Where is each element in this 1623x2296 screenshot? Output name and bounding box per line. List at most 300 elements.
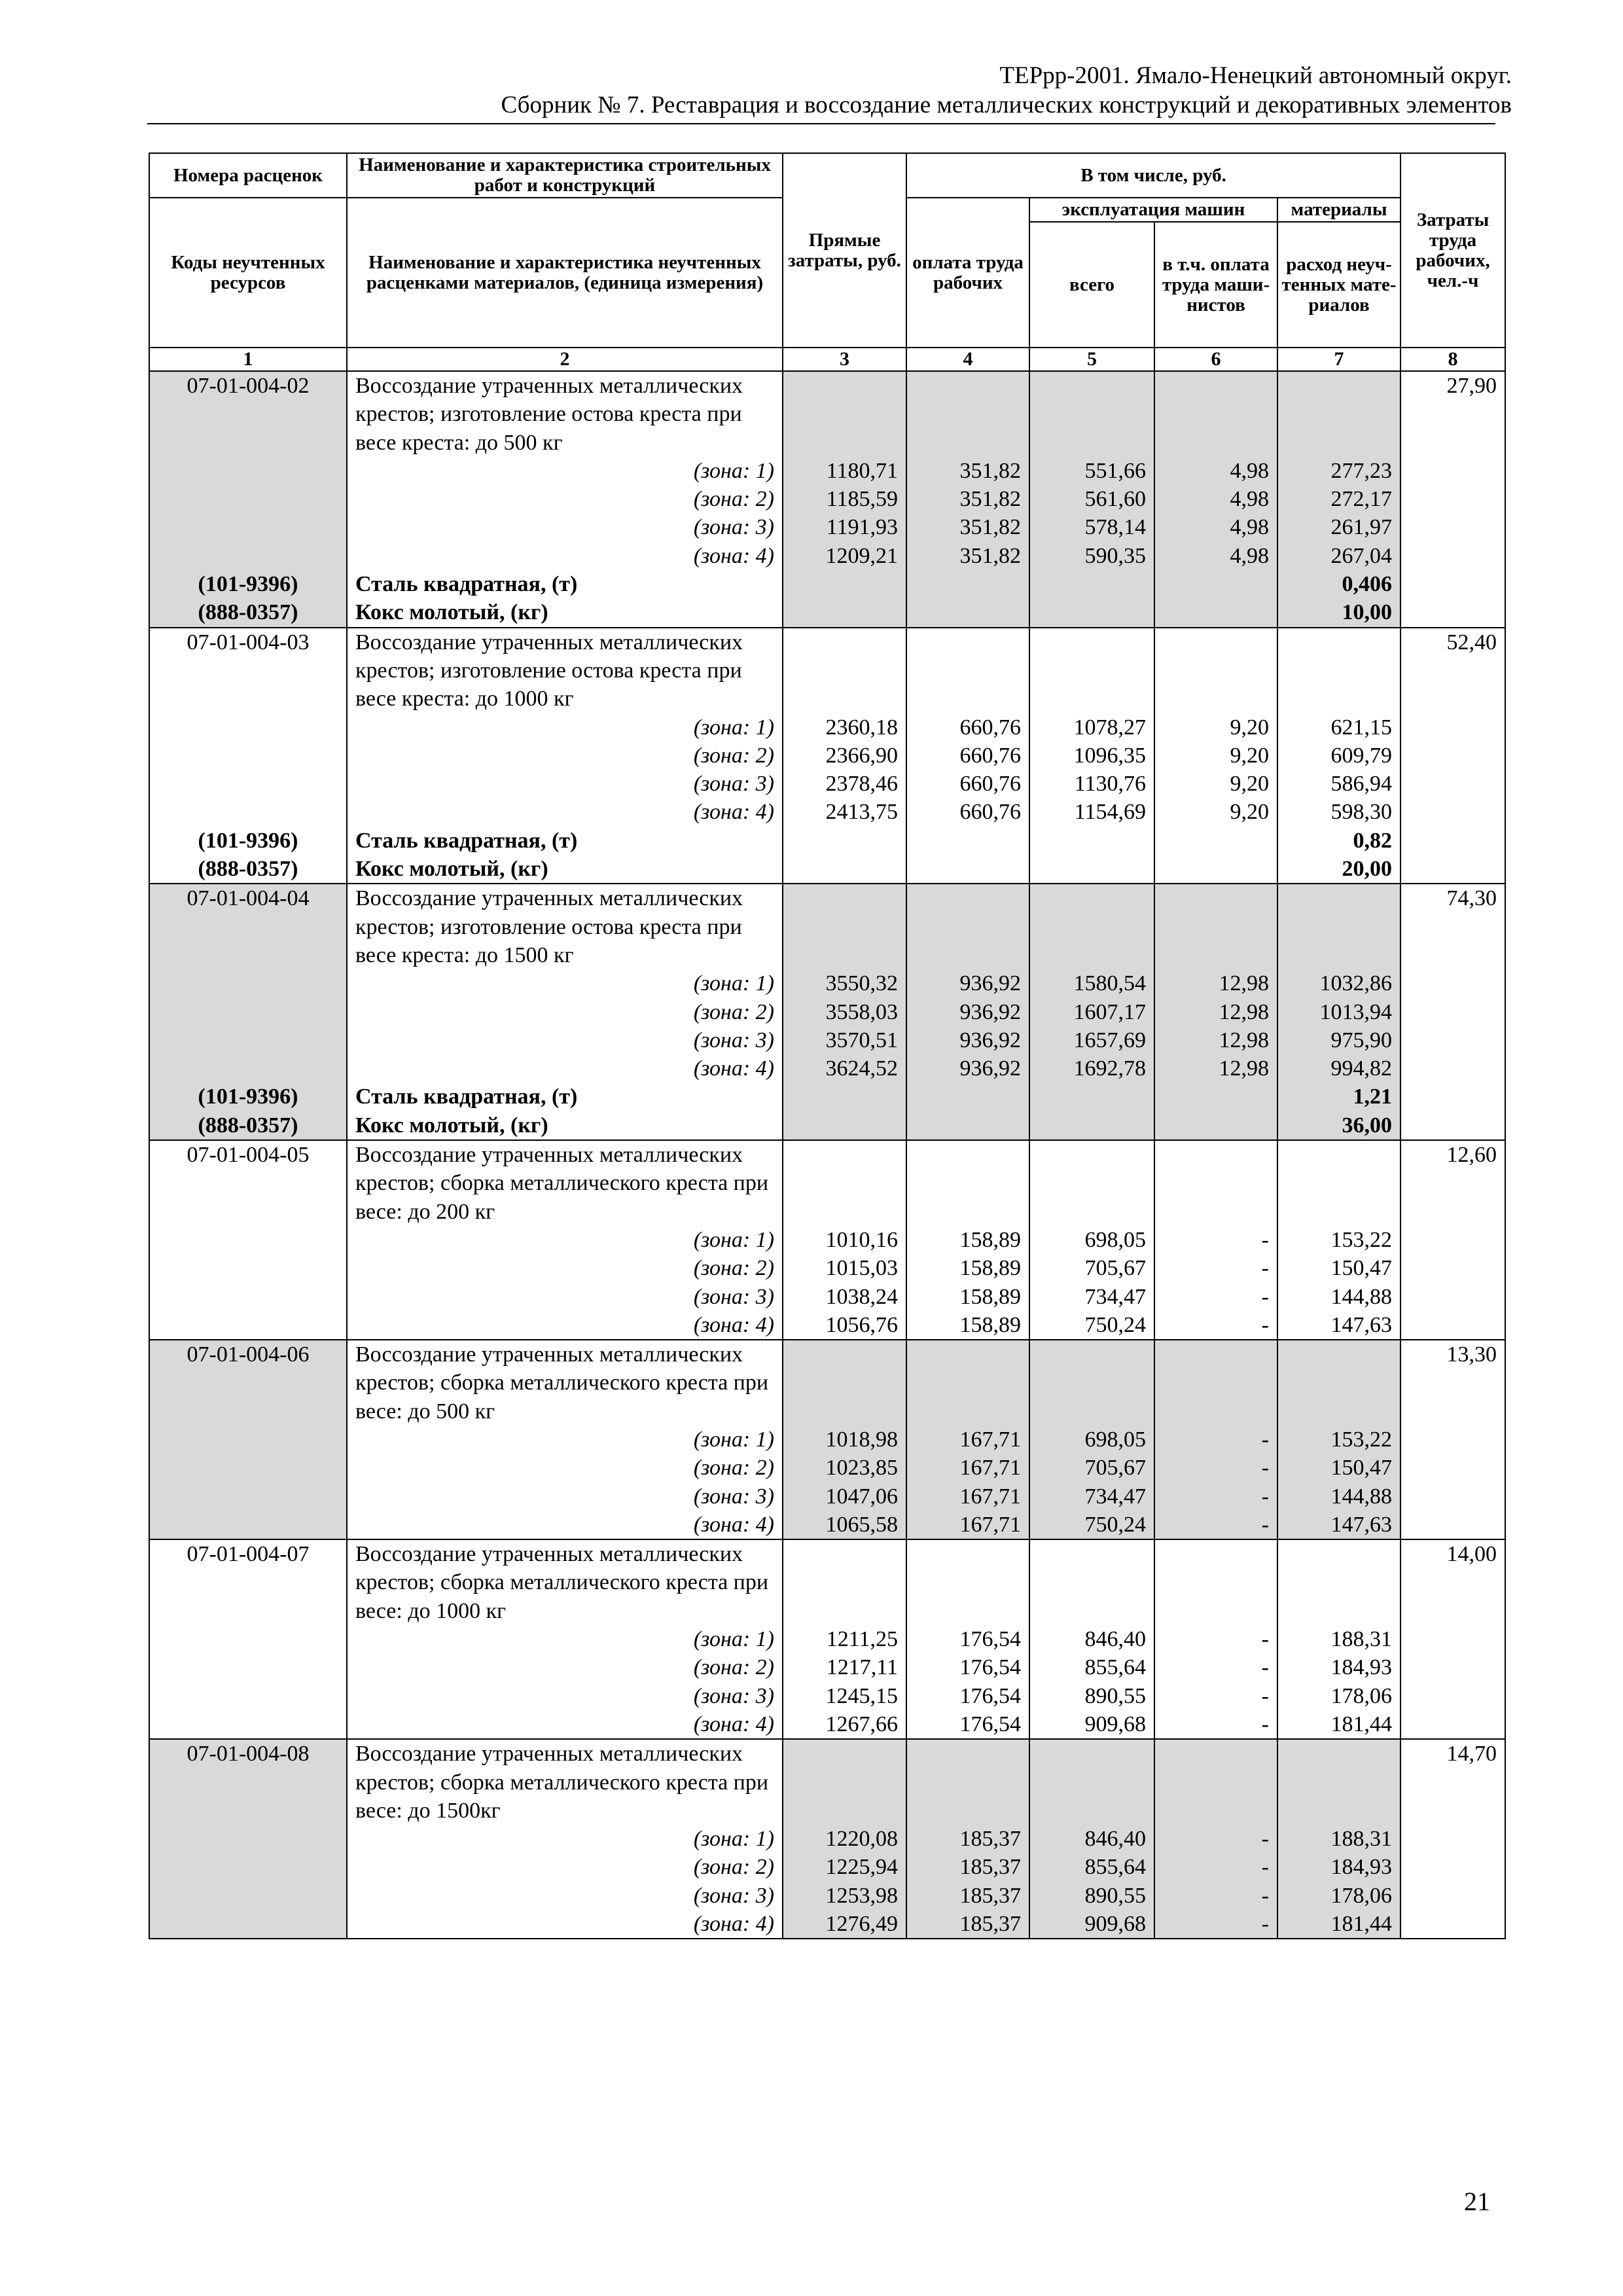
rate-group — [149, 1539, 1505, 1739]
empty-cell — [149, 1825, 347, 1853]
empty-cell — [1029, 1739, 1154, 1825]
empty-cell — [906, 827, 1029, 855]
machinist-wages: - — [1154, 1910, 1277, 1939]
empty-cell — [783, 570, 906, 598]
zone-row — [149, 542, 1505, 570]
rate-title: Воссоздание утраченных металлических крестов; сборка металлического креста при весе: до 1500кг — [347, 1739, 783, 1825]
empty-cell — [149, 457, 347, 485]
empty-cell — [1277, 371, 1400, 457]
direct-costs: 1217,11 — [783, 1653, 906, 1681]
worker-wages: 185,37 — [906, 1853, 1029, 1881]
machines-total: 698,05 — [1029, 1226, 1154, 1254]
materials-cost: 975,90 — [1277, 1026, 1400, 1054]
zone-row — [149, 1426, 1505, 1454]
machinist-wages: - — [1154, 1454, 1277, 1482]
zone-label: (зона: 2) — [347, 485, 783, 513]
empty-cell — [1400, 1283, 1505, 1311]
zone-label: (зона: 2) — [347, 1254, 783, 1282]
empty-cell — [1400, 598, 1505, 627]
machines-total: 705,67 — [1029, 1254, 1154, 1282]
materials-cost: 277,23 — [1277, 457, 1400, 485]
worker-wages: 158,89 — [906, 1254, 1029, 1282]
labor-costs: 74,30 — [1400, 884, 1505, 969]
zone-label: (зона: 1) — [347, 1825, 783, 1853]
rate-code: 07-01-004-06 — [149, 1340, 347, 1426]
empty-cell — [1277, 1739, 1400, 1825]
empty-cell — [1029, 827, 1154, 855]
rate-group — [149, 1340, 1505, 1539]
empty-cell — [1154, 570, 1277, 598]
machinist-wages: - — [1154, 1710, 1277, 1739]
zone-label: (зона: 3) — [347, 770, 783, 798]
empty-cell — [149, 1426, 347, 1454]
labor-costs: 52,40 — [1400, 628, 1505, 713]
machinist-wages: 12,98 — [1154, 1026, 1277, 1054]
zone-label: (зона: 4) — [347, 1511, 783, 1539]
material-row — [149, 1083, 1505, 1111]
direct-costs: 1211,25 — [783, 1625, 906, 1653]
column-number: 8 — [1400, 348, 1505, 371]
machinist-wages: - — [1154, 1653, 1277, 1681]
zone-label: (зона: 2) — [347, 998, 783, 1026]
empty-cell — [1400, 1853, 1505, 1881]
empty-cell — [906, 1111, 1029, 1140]
empty-cell — [1154, 598, 1277, 627]
empty-cell — [906, 1340, 1029, 1426]
materials-cost: 609,79 — [1277, 742, 1400, 770]
empty-cell — [1400, 713, 1505, 742]
rate-code: 07-01-004-07 — [149, 1539, 347, 1625]
column-number: 6 — [1154, 348, 1277, 371]
direct-costs: 1191,93 — [783, 513, 906, 541]
worker-wages: 185,37 — [906, 1910, 1029, 1939]
worker-wages: 167,71 — [906, 1482, 1029, 1511]
materials-cost: 261,97 — [1277, 513, 1400, 541]
materials-cost: 178,06 — [1277, 1682, 1400, 1710]
rate-title: Воссоздание утраченных металлических крестов; изготовление остова креста при весе креста: до 1500 кг — [347, 884, 783, 969]
materials-cost: 147,63 — [1277, 1511, 1400, 1539]
machinist-wages: - — [1154, 1226, 1277, 1254]
worker-wages: 351,82 — [906, 542, 1029, 570]
machinist-wages: - — [1154, 1825, 1277, 1853]
machinist-wages: 4,98 — [1154, 457, 1277, 485]
zone-label: (зона: 1) — [347, 1226, 783, 1254]
direct-costs: 1225,94 — [783, 1853, 906, 1881]
zone-row — [149, 1653, 1505, 1681]
materials-cost: 181,44 — [1277, 1710, 1400, 1739]
material-name: Кокс молотый, (кг) — [347, 1111, 783, 1140]
machinist-wages: - — [1154, 1426, 1277, 1454]
materials-cost: 188,31 — [1277, 1825, 1400, 1853]
materials-cost: 1013,94 — [1277, 998, 1400, 1026]
worker-wages: 176,54 — [906, 1653, 1029, 1681]
rate-code: 07-01-004-04 — [149, 884, 347, 969]
zone-label: (зона: 4) — [347, 798, 783, 826]
direct-costs: 3550,32 — [783, 969, 906, 997]
worker-wages: 158,89 — [906, 1283, 1029, 1311]
material-name: Кокс молотый, (кг) — [347, 598, 783, 627]
machines-total: 846,40 — [1029, 1825, 1154, 1853]
labor-costs: 14,00 — [1400, 1539, 1505, 1625]
machinist-wages: 9,20 — [1154, 798, 1277, 826]
empty-cell — [783, 884, 906, 969]
empty-cell — [1277, 1140, 1400, 1226]
zone-label: (зона: 1) — [347, 713, 783, 742]
machines-total: 1580,54 — [1029, 969, 1154, 997]
empty-cell — [783, 855, 906, 884]
header-machines-total: всего — [1029, 222, 1154, 348]
machinist-wages: - — [1154, 1682, 1277, 1710]
empty-cell — [149, 1226, 347, 1254]
empty-cell — [1400, 1710, 1505, 1739]
empty-cell — [1277, 884, 1400, 969]
zone-row — [149, 770, 1505, 798]
empty-cell — [149, 969, 347, 997]
machinist-wages: - — [1154, 1882, 1277, 1910]
zone-row — [149, 1054, 1505, 1083]
worker-wages: 351,82 — [906, 513, 1029, 541]
empty-cell — [1400, 827, 1505, 855]
direct-costs: 1010,16 — [783, 1226, 906, 1254]
empty-cell — [1154, 1083, 1277, 1111]
materials-cost: 150,47 — [1277, 1254, 1400, 1282]
machines-total: 1154,69 — [1029, 798, 1154, 826]
machinist-wages: - — [1154, 1853, 1277, 1881]
empty-cell — [149, 1454, 347, 1482]
machines-total: 1130,76 — [1029, 770, 1154, 798]
direct-costs: 1220,08 — [783, 1825, 906, 1853]
worker-wages: 176,54 — [906, 1625, 1029, 1653]
direct-costs: 1056,76 — [783, 1311, 906, 1340]
header-work-name: Наименование и характеристика строительных работ и конструкций — [347, 153, 783, 198]
machinist-wages: 9,20 — [1154, 713, 1277, 742]
worker-wages: 167,71 — [906, 1426, 1029, 1454]
rate-group — [149, 1140, 1505, 1340]
rate-group — [149, 371, 1505, 628]
machines-total: 1096,35 — [1029, 742, 1154, 770]
machinist-wages: - — [1154, 1482, 1277, 1511]
empty-cell — [149, 1682, 347, 1710]
empty-cell — [783, 1539, 906, 1625]
empty-cell — [1154, 628, 1277, 713]
empty-cell — [149, 1882, 347, 1910]
direct-costs: 3570,51 — [783, 1026, 906, 1054]
machinist-wages: - — [1154, 1511, 1277, 1539]
rate-code: 07-01-004-03 — [149, 628, 347, 713]
worker-wages: 185,37 — [906, 1882, 1029, 1910]
empty-cell — [1029, 570, 1154, 598]
direct-costs: 3624,52 — [783, 1054, 906, 1083]
direct-costs: 1209,21 — [783, 542, 906, 570]
zone-label: (зона: 3) — [347, 1482, 783, 1511]
empty-cell — [906, 628, 1029, 713]
empty-cell — [149, 713, 347, 742]
header-worker-wages: оплата труда рабочих — [906, 198, 1029, 348]
empty-cell — [783, 371, 906, 457]
materials-cost: 144,88 — [1277, 1482, 1400, 1511]
rate-title-row — [149, 884, 1505, 969]
machinist-wages: 12,98 — [1154, 1054, 1277, 1083]
empty-cell — [906, 1140, 1029, 1226]
empty-cell — [1277, 1539, 1400, 1625]
rate-title: Воссоздание утраченных металлических крестов; изготовление остова креста при весе креста: до 500 кг — [347, 371, 783, 457]
empty-cell — [149, 1910, 347, 1939]
worker-wages: 660,76 — [906, 770, 1029, 798]
empty-cell — [1029, 855, 1154, 884]
direct-costs: 1276,49 — [783, 1910, 906, 1939]
materials-cost: 153,22 — [1277, 1426, 1400, 1454]
direct-costs: 1185,59 — [783, 485, 906, 513]
rate-title: Воссоздание утраченных металлических крестов; сборка металлического креста при весе: до 200 кг — [347, 1140, 783, 1226]
zone-label: (зона: 4) — [347, 1311, 783, 1340]
empty-cell — [149, 798, 347, 826]
zone-row — [149, 1026, 1505, 1054]
resource-code: (101-9396) — [149, 570, 347, 598]
empty-cell — [1400, 1910, 1505, 1939]
materials-cost: 153,22 — [1277, 1226, 1400, 1254]
machines-total: 561,60 — [1029, 485, 1154, 513]
empty-cell — [1400, 998, 1505, 1026]
empty-cell — [1029, 628, 1154, 713]
zone-label: (зона: 1) — [347, 1426, 783, 1454]
zone-label: (зона: 4) — [347, 1710, 783, 1739]
direct-costs: 1047,06 — [783, 1482, 906, 1511]
column-number-row — [149, 348, 1505, 371]
zone-label: (зона: 2) — [347, 742, 783, 770]
worker-wages: 936,92 — [906, 969, 1029, 997]
machines-total: 855,64 — [1029, 1653, 1154, 1681]
material-name: Сталь квадратная, (т) — [347, 1083, 783, 1111]
rate-title-row — [149, 1739, 1505, 1825]
rate-code: 07-01-004-08 — [149, 1739, 347, 1825]
worker-wages: 167,71 — [906, 1511, 1029, 1539]
zone-label: (зона: 3) — [347, 513, 783, 541]
column-number: 3 — [783, 348, 906, 371]
header-rule — [147, 123, 1495, 124]
machines-total: 698,05 — [1029, 1426, 1154, 1454]
empty-cell — [1029, 1111, 1154, 1140]
material-row — [149, 598, 1505, 627]
header-resource-codes: Коды неучтенных ресурсов — [149, 198, 347, 348]
machines-total: 578,14 — [1029, 513, 1154, 541]
machinist-wages: 4,98 — [1154, 542, 1277, 570]
empty-cell — [149, 742, 347, 770]
header-rate-numbers: Номера расценок — [149, 153, 347, 198]
rate-group — [149, 1739, 1505, 1939]
materials-cost: 147,63 — [1277, 1311, 1400, 1340]
empty-cell — [1400, 798, 1505, 826]
empty-cell — [1154, 1340, 1277, 1426]
rate-group — [149, 884, 1505, 1140]
materials-cost: 994,82 — [1277, 1054, 1400, 1083]
material-quantity: 20,00 — [1277, 855, 1400, 884]
empty-cell — [149, 770, 347, 798]
direct-costs: 2413,75 — [783, 798, 906, 826]
empty-cell — [149, 1254, 347, 1282]
materials-cost: 586,94 — [1277, 770, 1400, 798]
machines-total: 846,40 — [1029, 1625, 1154, 1653]
machines-total: 705,67 — [1029, 1454, 1154, 1482]
materials-cost: 272,17 — [1277, 485, 1400, 513]
material-quantity: 10,00 — [1277, 598, 1400, 627]
zone-label: (зона: 4) — [347, 1054, 783, 1083]
machines-total: 1078,27 — [1029, 713, 1154, 742]
material-row — [149, 570, 1505, 598]
empty-cell — [1400, 1882, 1505, 1910]
empty-cell — [149, 1482, 347, 1511]
empty-cell — [1029, 1340, 1154, 1426]
rate-title-row — [149, 371, 1505, 457]
empty-cell — [906, 884, 1029, 969]
worker-wages: 176,54 — [906, 1710, 1029, 1739]
empty-cell — [149, 1853, 347, 1881]
worker-wages: 176,54 — [906, 1682, 1029, 1710]
column-number: 1 — [149, 348, 347, 371]
rate-code: 07-01-004-02 — [149, 371, 347, 457]
empty-cell — [1154, 884, 1277, 969]
machinist-wages: 4,98 — [1154, 485, 1277, 513]
zone-label: (зона: 1) — [347, 457, 783, 485]
header-materials: материалы — [1277, 198, 1400, 222]
rates-table — [149, 152, 1506, 1939]
rate-group — [149, 628, 1505, 884]
empty-cell — [1400, 513, 1505, 541]
machines-total: 909,68 — [1029, 1710, 1154, 1739]
empty-cell — [149, 513, 347, 541]
empty-cell — [1029, 1539, 1154, 1625]
worker-wages: 158,89 — [906, 1311, 1029, 1340]
machines-total: 890,55 — [1029, 1682, 1154, 1710]
material-quantity: 1,21 — [1277, 1083, 1400, 1111]
empty-cell — [906, 371, 1029, 457]
machinist-wages: 9,20 — [1154, 742, 1277, 770]
empty-cell — [1400, 1426, 1505, 1454]
zone-label: (зона: 1) — [347, 969, 783, 997]
rate-title-row — [149, 1140, 1505, 1226]
materials-cost: 178,06 — [1277, 1882, 1400, 1910]
zone-label: (зона: 3) — [347, 1882, 783, 1910]
direct-costs: 1267,66 — [783, 1710, 906, 1739]
empty-cell — [1029, 598, 1154, 627]
direct-costs: 2360,18 — [783, 713, 906, 742]
zone-label: (зона: 2) — [347, 1853, 783, 1881]
zone-row — [149, 513, 1505, 541]
machines-total: 551,66 — [1029, 457, 1154, 485]
machinist-wages: 4,98 — [1154, 513, 1277, 541]
material-name: Сталь квадратная, (т) — [347, 570, 783, 598]
empty-cell — [1029, 1083, 1154, 1111]
empty-cell — [149, 1625, 347, 1653]
material-row — [149, 855, 1505, 884]
empty-cell — [1400, 1825, 1505, 1853]
empty-cell — [1400, 1083, 1505, 1111]
column-number: 5 — [1029, 348, 1154, 371]
worker-wages: 660,76 — [906, 742, 1029, 770]
empty-cell — [1400, 1625, 1505, 1653]
zone-label: (зона: 2) — [347, 1454, 783, 1482]
zone-row — [149, 1226, 1505, 1254]
zone-row — [149, 969, 1505, 997]
worker-wages: 936,92 — [906, 998, 1029, 1026]
header-machinist-wages: в т.ч. оплата труда маши-нистов — [1154, 222, 1277, 348]
empty-cell — [1400, 1511, 1505, 1539]
materials-cost: 1032,86 — [1277, 969, 1400, 997]
machines-total: 855,64 — [1029, 1853, 1154, 1881]
empty-cell — [906, 1739, 1029, 1825]
column-number: 4 — [906, 348, 1029, 371]
rate-title-row — [149, 628, 1505, 713]
header-material-name: Наименование и характеристика неучтенных расценками материалов, (единица измерения) — [347, 198, 783, 348]
material-row — [149, 1111, 1505, 1140]
empty-cell — [149, 1283, 347, 1311]
direct-costs: 1065,58 — [783, 1511, 906, 1539]
machines-total: 1657,69 — [1029, 1026, 1154, 1054]
machines-total: 1692,78 — [1029, 1054, 1154, 1083]
zone-row — [149, 1254, 1505, 1282]
resource-code: (888-0357) — [149, 1111, 347, 1140]
worker-wages: 158,89 — [906, 1226, 1029, 1254]
empty-cell — [1400, 1026, 1505, 1054]
empty-cell — [906, 1539, 1029, 1625]
material-quantity: 0,82 — [1277, 827, 1400, 855]
empty-cell — [149, 998, 347, 1026]
zone-label: (зона: 3) — [347, 1283, 783, 1311]
column-number: 7 — [1277, 348, 1400, 371]
page-number: 21 — [1464, 2187, 1490, 2216]
zone-label: (зона: 3) — [347, 1682, 783, 1710]
empty-cell — [1277, 1340, 1400, 1426]
direct-costs: 1245,15 — [783, 1682, 906, 1710]
zone-label: (зона: 3) — [347, 1026, 783, 1054]
empty-cell — [1154, 1111, 1277, 1140]
materials-cost: 184,93 — [1277, 1653, 1400, 1681]
machines-total: 750,24 — [1029, 1311, 1154, 1340]
machinist-wages: - — [1154, 1625, 1277, 1653]
material-name: Кокс молотый, (кг) — [347, 855, 783, 884]
zone-row — [149, 485, 1505, 513]
empty-cell — [906, 1083, 1029, 1111]
zone-row — [149, 742, 1505, 770]
empty-cell — [1400, 1682, 1505, 1710]
material-quantity: 36,00 — [1277, 1111, 1400, 1140]
empty-cell — [149, 1026, 347, 1054]
empty-cell — [1400, 570, 1505, 598]
empty-cell — [1400, 457, 1505, 485]
zone-row — [149, 1482, 1505, 1511]
empty-cell — [1400, 1254, 1505, 1282]
labor-costs: 12,60 — [1400, 1140, 1505, 1226]
empty-cell — [1400, 1454, 1505, 1482]
zone-row — [149, 1682, 1505, 1710]
machines-total: 750,24 — [1029, 1511, 1154, 1539]
materials-cost: 267,04 — [1277, 542, 1400, 570]
direct-costs: 1180,71 — [783, 457, 906, 485]
empty-cell — [1400, 485, 1505, 513]
empty-cell — [1154, 371, 1277, 457]
worker-wages: 167,71 — [906, 1454, 1029, 1482]
zone-row — [149, 998, 1505, 1026]
materials-cost: 188,31 — [1277, 1625, 1400, 1653]
direct-costs: 1018,98 — [783, 1426, 906, 1454]
resource-code: (888-0357) — [149, 598, 347, 627]
direct-costs: 2366,90 — [783, 742, 906, 770]
zone-row — [149, 1311, 1505, 1340]
rate-title: Воссоздание утраченных металлических крестов; сборка металлического креста при весе: до 1000 кг — [347, 1539, 783, 1625]
empty-cell — [1400, 969, 1505, 997]
empty-cell — [1400, 1311, 1505, 1340]
empty-cell — [783, 1083, 906, 1111]
empty-cell — [1400, 542, 1505, 570]
